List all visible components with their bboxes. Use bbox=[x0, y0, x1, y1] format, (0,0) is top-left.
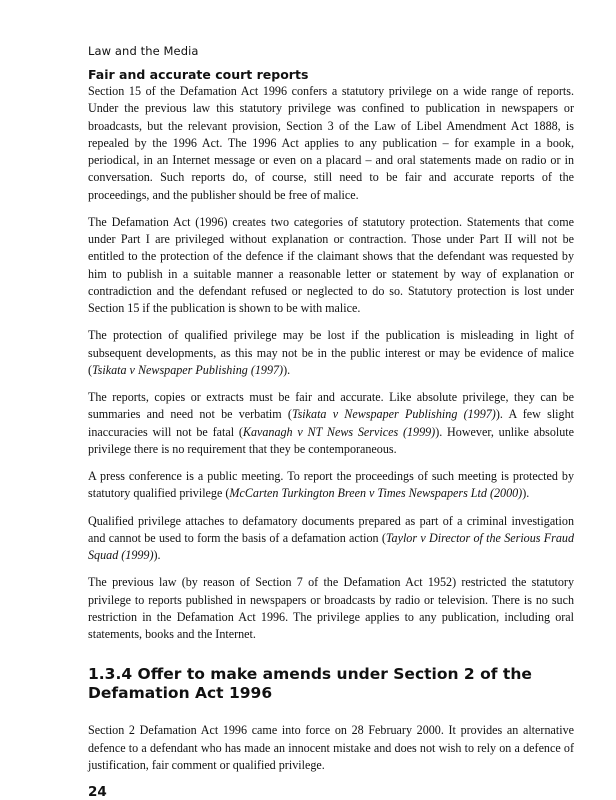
text-run: ). A few slight inaccuracies will not be fatal ( bbox=[88, 407, 574, 439]
text-run: ). bbox=[522, 486, 530, 501]
paragraph bbox=[88, 327, 574, 379]
case-citation: Taylor v Director of the Serious Fraud Squad (1999) bbox=[88, 530, 574, 562]
section-body bbox=[88, 83, 574, 643]
running-head: Law and the Media bbox=[88, 44, 199, 58]
case-citation: McCarten Turkington Breen v Times Newspapers Ltd (2000) bbox=[229, 486, 523, 501]
paragraph bbox=[88, 722, 574, 774]
text-run: ). bbox=[153, 548, 161, 562]
text-run: Section 15 of the Defamation Act 1996 confers a statutory privilege on a wide range of reports. Under the previous law this statutory privilege was confined to publication in newspapers or broadcasts, but the relevant provision, Section 3 of the Law of Libel Amendment Act 1888, is repealed by the 1996 Act. The 1996 Act applies to any publication – for example in a book, periodical, in an Internet message or even on a placard – and oral statements made on radio or in conversation. Such reports do, of course, still need to be fair and accurate reports of the proceedings, and the publisher should be free of malice. bbox=[88, 84, 574, 202]
text-run: The reports, copies or extracts must be fair and accurate. Like absolute privilege, they can be summaries and need not be verbatim ( bbox=[88, 390, 574, 422]
text-run: The Defamation Act (1996) creates two categories of statutory protection. Statements that come under Part I are privileged without explanation or contraction. Those under Part II will not be entitled to the protection of the defence if the claimant shows that the defendant was requested by him to publish in a suitable manner a reasonable letter or statement by way of explanation or contradiction and the defendant refused or neglected to do so. Statutory protection is lost under Section 15 if the publication is shown to be with malice. bbox=[88, 214, 574, 315]
text-run: A press conference is a public meeting. To report the proceedings of such meeting is protected by statutory qualified privilege ( bbox=[88, 469, 574, 501]
paragraph bbox=[88, 389, 574, 458]
case-citation: Kavanagh v NT News Services (1999) bbox=[242, 424, 436, 439]
paragraph bbox=[88, 468, 574, 503]
subsection-body bbox=[88, 722, 574, 774]
paragraph bbox=[88, 83, 574, 204]
text-run: ). However, unlike absolute privilege there is no requirement that they be contemporaneous. bbox=[88, 424, 575, 456]
page-number: 24 bbox=[88, 784, 107, 800]
case-citation: Tsikata v Newspaper Publishing (1997) bbox=[92, 362, 284, 377]
paragraph bbox=[88, 574, 574, 643]
text-run: The protection of qualified privilege may be lost if the publication is misleading in light of subsequent developments, as this may not be in the public interest or may be evidence of malice ( bbox=[88, 328, 574, 377]
text-run: Qualified privilege attaches to defamatory documents prepared as part of a criminal investigation and cannot be used to form the basis of a defamation action ( bbox=[88, 513, 574, 545]
text-run: Section 2 Defamation Act 1996 came into force on 28 February 2000. It provides an alternative defence to a defendant who has made an innocent mistake and does not wish to rely on a defence of justification, fair comment or qualified privilege. bbox=[88, 723, 574, 772]
text-run: The previous law (by reason of Section 7 of the Defamation Act 1952) restricted the statutory privilege to reports published in newspapers or broadcasts by radio or television. There is no such restriction in the Defamation Act 1996. The privilege applies to any publication, including oral statements, books and the Internet. bbox=[88, 575, 574, 641]
case-citation: Tsikata v Newspaper Publishing (1997) bbox=[291, 407, 496, 422]
section-heading: Fair and accurate court reports bbox=[88, 67, 309, 82]
paragraph bbox=[88, 214, 574, 318]
text-run: ). bbox=[283, 362, 291, 377]
subsection-heading: 1.3.4 Offer to make amends under Section 2 of the Defamation Act 1996 bbox=[88, 665, 532, 703]
paragraph bbox=[88, 513, 574, 565]
